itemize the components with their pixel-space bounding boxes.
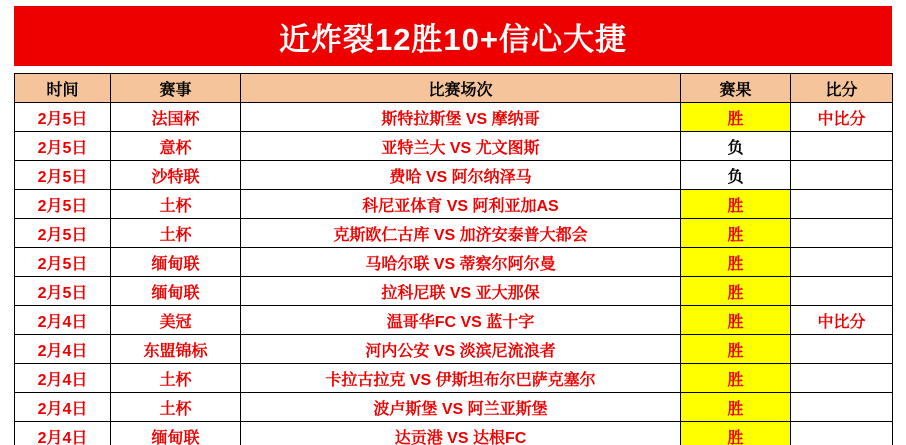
- cell-time: 2月5日: [15, 277, 111, 306]
- cell-score: [791, 364, 893, 393]
- column-header-score: 比分: [791, 74, 893, 103]
- cell-league: 土杯: [111, 393, 241, 422]
- table-row: [15, 219, 893, 248]
- table-row: [15, 277, 893, 306]
- cell-result: 胜: [681, 306, 791, 335]
- banner-title: 近炸裂12胜10+信心大捷: [14, 6, 892, 66]
- table-header-row: [15, 74, 893, 103]
- cell-result: 胜: [681, 190, 791, 219]
- cell-match: 克斯欧仁古库 VS 加济安泰普大都会: [241, 219, 681, 248]
- table-row: [15, 161, 893, 190]
- column-header-time: 时间: [15, 74, 111, 103]
- table-row: [15, 422, 893, 445]
- table-row: [15, 190, 893, 219]
- table-row: [15, 306, 893, 335]
- cell-time: 2月5日: [15, 103, 111, 132]
- cell-league: 土杯: [111, 364, 241, 393]
- cell-league: 缅甸联: [111, 422, 241, 445]
- cell-score: [791, 161, 893, 190]
- cell-match: 科尼亚体育 VS 阿利亚加AS: [241, 190, 681, 219]
- cell-time: 2月4日: [15, 422, 111, 445]
- cell-score: [791, 393, 893, 422]
- cell-time: 2月5日: [15, 161, 111, 190]
- cell-time: 2月4日: [15, 335, 111, 364]
- cell-match: 卡拉古拉克 VS 伊斯坦布尔巴萨克塞尔: [241, 364, 681, 393]
- cell-score: [791, 248, 893, 277]
- cell-result: 胜: [681, 219, 791, 248]
- cell-time: 2月5日: [15, 248, 111, 277]
- table-row: [15, 364, 893, 393]
- cell-league: 沙特联: [111, 161, 241, 190]
- cell-time: 2月4日: [15, 393, 111, 422]
- cell-match: 河内公安 VS 淡滨尼流浪者: [241, 335, 681, 364]
- cell-score: [791, 132, 893, 161]
- table-row: [15, 393, 893, 422]
- cell-result: 胜: [681, 422, 791, 445]
- cell-league: 缅甸联: [111, 248, 241, 277]
- table-row: [15, 132, 893, 161]
- cell-result: 负: [681, 161, 791, 190]
- cell-league: 东盟锦标: [111, 335, 241, 364]
- cell-score: [791, 190, 893, 219]
- cell-result: 胜: [681, 364, 791, 393]
- cell-league: 缅甸联: [111, 277, 241, 306]
- cell-match: 亚特兰大 VS 尤文图斯: [241, 132, 681, 161]
- cell-result: 胜: [681, 103, 791, 132]
- cell-result: 胜: [681, 335, 791, 364]
- cell-league: 美冠: [111, 306, 241, 335]
- cell-league: 意杯: [111, 132, 241, 161]
- cell-match: 达贡港 VS 达根FC: [241, 422, 681, 445]
- cell-score: [791, 277, 893, 306]
- cell-league: 法国杯: [111, 103, 241, 132]
- cell-time: 2月5日: [15, 219, 111, 248]
- column-header-result: 赛果: [681, 74, 791, 103]
- cell-time: 2月4日: [15, 364, 111, 393]
- cell-match: 马哈尔联 VS 蒂察尔阿尔曼: [241, 248, 681, 277]
- cell-match: 波卢斯堡 VS 阿兰亚斯堡: [241, 393, 681, 422]
- cell-league: 土杯: [111, 190, 241, 219]
- cell-match: 费哈 VS 阿尔纳泽马: [241, 161, 681, 190]
- table-row: [15, 248, 893, 277]
- cell-match: 拉科尼联 VS 亚大那保: [241, 277, 681, 306]
- cell-time: 2月5日: [15, 132, 111, 161]
- cell-score: 中比分: [791, 103, 893, 132]
- cell-time: 2月4日: [15, 306, 111, 335]
- cell-result: 负: [681, 132, 791, 161]
- cell-match: 斯特拉斯堡 VS 摩纳哥: [241, 103, 681, 132]
- matches-table: [14, 73, 893, 445]
- cell-score: [791, 422, 893, 445]
- cell-time: 2月5日: [15, 190, 111, 219]
- column-header-match: 比赛场次: [241, 74, 681, 103]
- cell-result: 胜: [681, 277, 791, 306]
- cell-match: 温哥华FC VS 蓝十字: [241, 306, 681, 335]
- table-body: [15, 103, 893, 445]
- cell-league: 土杯: [111, 219, 241, 248]
- table-row: [15, 103, 893, 132]
- table-row: [15, 335, 893, 364]
- cell-result: 胜: [681, 393, 791, 422]
- column-header-league: 赛事: [111, 74, 241, 103]
- cell-score: [791, 335, 893, 364]
- cell-score: 中比分: [791, 306, 893, 335]
- cell-result: 胜: [681, 248, 791, 277]
- table-header: [15, 74, 893, 103]
- cell-score: [791, 219, 893, 248]
